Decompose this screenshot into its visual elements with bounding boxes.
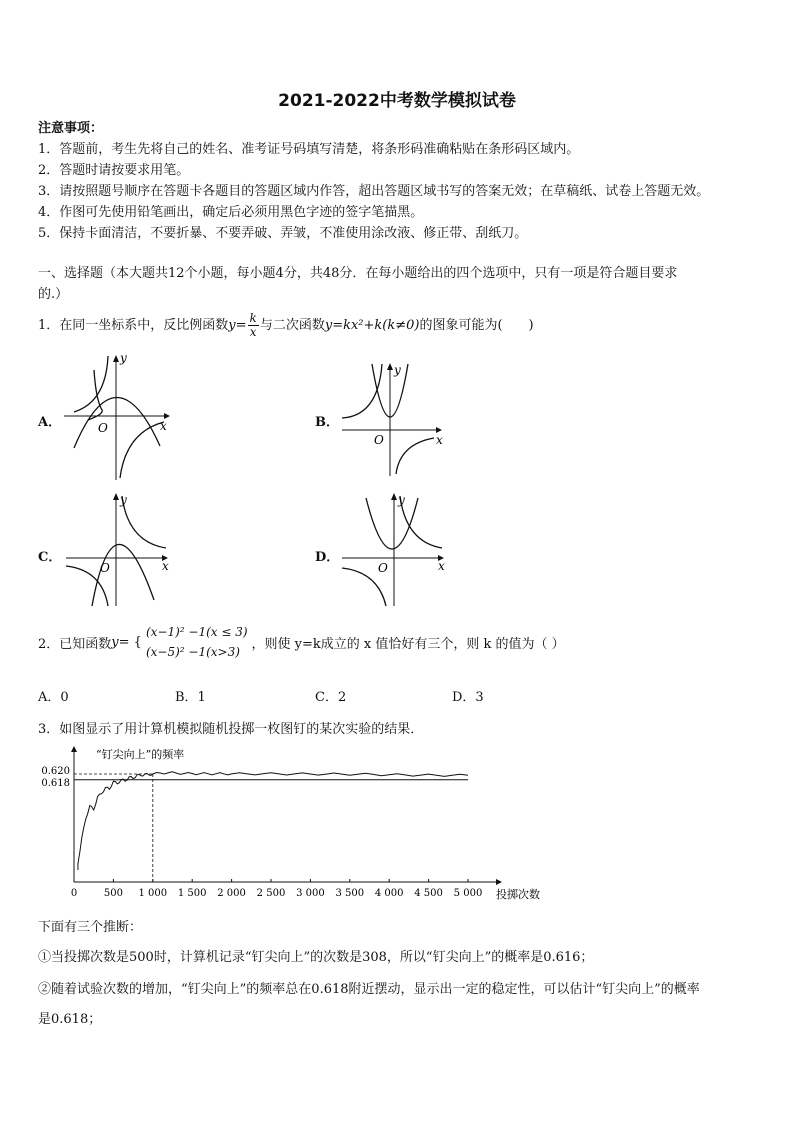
x-tick-label: 500 <box>103 888 123 899</box>
y-axis-arrow <box>71 746 77 752</box>
axis-x-label: x <box>160 419 167 433</box>
piece-1: (x−1)² −1(x ≤ 3) <box>145 625 248 639</box>
x-tick-label: 4 500 <box>414 888 443 899</box>
axis-y-label: y <box>398 493 405 507</box>
inference-1: ①当投掷次数是500时，计算机记录“钉尖向上”的次数是308，所以“钉尖向上”的概率是0.616； <box>38 950 594 965</box>
notice-item: 2．答题时请按要求用笔。 <box>38 163 190 178</box>
inferences-intro: 下面有三个推断： <box>38 920 143 935</box>
section-heading: 一、选择题（本大题共12个小题，每小题4分，共48分．在每小题给出的四个选项中，只有一项是符合题目要求 <box>38 266 678 281</box>
question-2-stem: 2．已知函数 y = { (x−1)² −1(x ≤ 3) (x−5)² −1(x>3) ，则使 y=k成立的 x 值恰好有三个，则 k 的值为（ ） <box>38 622 565 662</box>
axis-y-label: y <box>394 363 401 377</box>
x-tick-label: 0 <box>70 888 78 899</box>
notice-item: 5．保持卡面清洁，不要折暴、不要弄破、弄皱，不准使用涂改液、修正带、刮纸刀。 <box>38 226 528 241</box>
axis-x-label: x <box>438 559 445 573</box>
origin-label: O <box>98 421 108 435</box>
option-d-graph <box>338 490 456 608</box>
chart-xlabel: 投掷次数 <box>496 888 540 901</box>
notice-item: 1．答题前，考生先将自己的姓名、准考证号码填写清楚，将条形码准确粘贴在条形码区域内。 <box>38 142 580 157</box>
x-axis-arrow <box>496 879 502 885</box>
option-b: B．1 <box>175 690 206 705</box>
inference-2: ②随着试验次数的增加，“钉尖向上”的频率总在0.618附近摆动，显示出一定的稳定性，可以估计“钉尖向上”的概率 <box>38 982 700 997</box>
x-tick-label: 2 500 <box>256 888 286 899</box>
axis-x-label: x <box>162 559 169 573</box>
option-b-label: B． <box>315 415 339 430</box>
notice-item: 3．请按照题号顺序在答题卡各题目的答题区域内作答，超出答题区域书写的答案无效；在草稿纸、试卷上答题无效。 <box>38 184 710 199</box>
x-tick-label: 3 000 <box>296 888 325 899</box>
x-tick-label: 2 000 <box>217 888 246 899</box>
inference-2-cont: 是0.618； <box>38 1012 102 1027</box>
option-a-graph <box>60 352 172 482</box>
x-tick-label: 1 000 <box>138 888 168 899</box>
y-tick-label: 0.618 <box>41 777 70 789</box>
option-c-label: C． <box>38 550 62 565</box>
axis-y-label: y <box>120 352 127 365</box>
axis-x-label: x <box>436 433 443 447</box>
origin-label: O <box>374 433 384 447</box>
x-tick-label: 1 500 <box>177 888 207 899</box>
piecewise-cases <box>146 622 248 662</box>
question-1-stem: 1．在同一坐标系中，反比例函数y= $\frac{k}{x}$ 与二次函数y=kx²+k(k≠0)的图象可能为( ) <box>38 311 534 339</box>
notice-heading: 注意事项： <box>38 121 104 136</box>
axis-y-label: y <box>120 493 127 507</box>
option-c: C．2 <box>315 690 347 705</box>
section-heading-cont: 的.） <box>38 287 69 302</box>
fraction-k-over-x: $\frac{k}{x}$ <box>249 311 257 339</box>
piece-2: (x−5)² −1(x>3) <box>145 645 240 659</box>
question-3-stem: 3．如图显示了用计算机模拟随机投掷一枚图钉的某次实验的结果． <box>38 722 424 737</box>
page-title: 2021-2022中考数学模拟试卷 <box>278 91 516 111</box>
x-tick-label: 3 500 <box>335 888 365 899</box>
option-d-label: D． <box>315 550 340 565</box>
option-a: A．0 <box>38 690 69 705</box>
y-tick-label: 0.620 <box>41 766 70 777</box>
origin-label: O <box>100 561 110 575</box>
notice-item: 4．作图可先使用铅笔画出，确定后必须用黑色字迹的签字笔描黑。 <box>38 205 424 220</box>
chart-title: “钉尖向上”的频率 <box>96 748 185 761</box>
frequency-chart <box>38 742 550 904</box>
origin-label: O <box>378 561 388 575</box>
option-b-graph <box>338 360 450 478</box>
x-tick-label: 4 000 <box>374 888 404 899</box>
x-tick-label: 5 000 <box>453 888 483 899</box>
frequency-series-line <box>78 772 468 870</box>
option-c-graph <box>62 490 180 608</box>
option-a-label: A． <box>38 415 62 430</box>
option-d: D．3 <box>452 690 484 705</box>
